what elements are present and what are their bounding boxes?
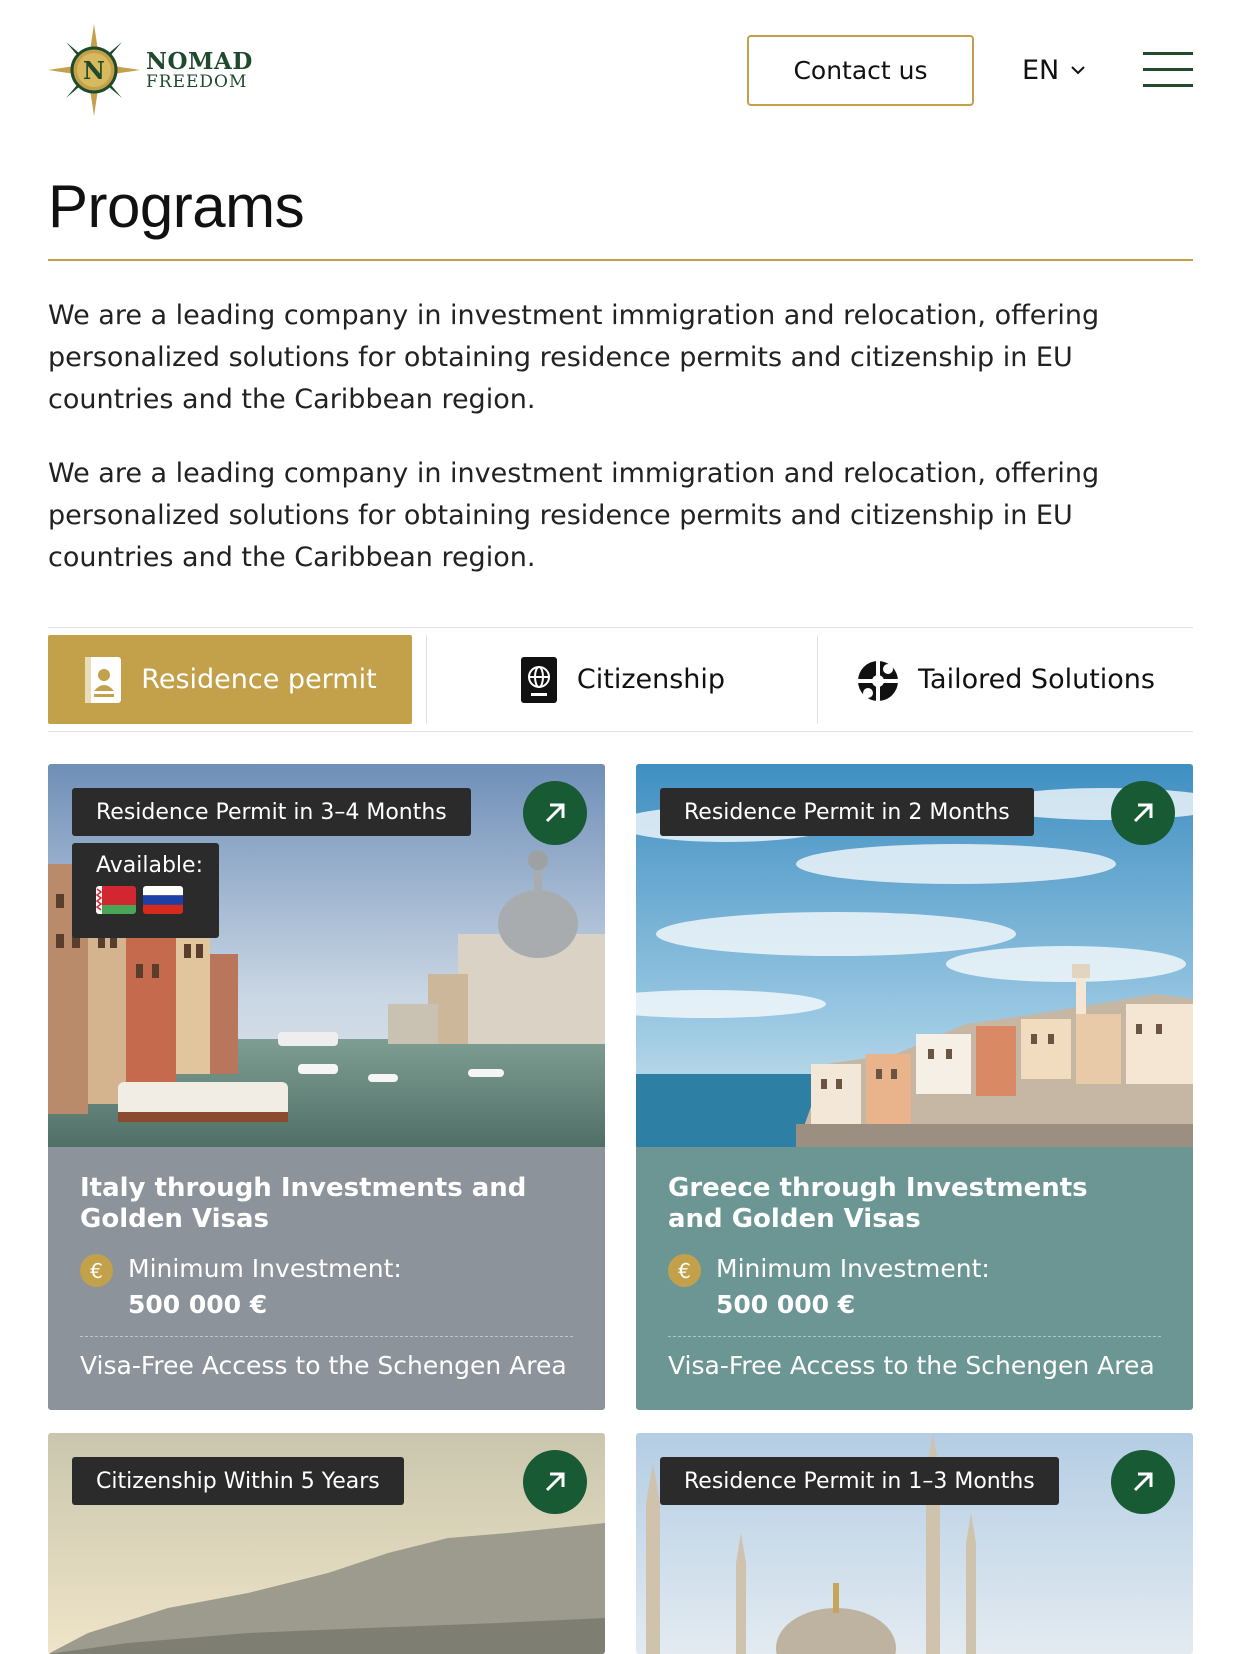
site-header xyxy=(0,0,1240,145)
investment-value: 500 000 € xyxy=(128,1290,268,1319)
card-panel xyxy=(48,1147,605,1410)
open-program-button[interactable] xyxy=(523,781,587,845)
tab-tailored-solutions[interactable] xyxy=(818,635,1193,724)
tab-label: Tailored Solutions xyxy=(918,664,1155,695)
program-tabs xyxy=(48,627,1193,732)
language-selector[interactable] xyxy=(1022,50,1085,90)
logo-text xyxy=(146,47,253,92)
program-card-greece[interactable] xyxy=(636,764,1193,1410)
card-divider xyxy=(668,1336,1161,1337)
card-title: Greece through Investments and Golden Visas xyxy=(668,1173,1088,1234)
tab-label: Residence permit xyxy=(141,664,377,695)
availability-box xyxy=(72,843,219,938)
euro-icon: € xyxy=(668,1254,701,1287)
investment-label: Minimum Investment: xyxy=(716,1254,990,1283)
arrow-up-right-icon xyxy=(542,800,568,826)
hamburger-menu-icon[interactable] xyxy=(1143,50,1193,90)
program-card-italy[interactable] xyxy=(48,764,605,1410)
arrow-up-right-icon xyxy=(1130,1469,1156,1495)
page-title: Programs xyxy=(48,173,305,240)
tab-residence-permit[interactable] xyxy=(48,635,412,724)
logo-line-2: FREEDOM xyxy=(146,71,248,92)
card-badge: Citizenship Within 5 Years xyxy=(72,1457,404,1505)
card-divider xyxy=(80,1336,573,1337)
program-card-citizenship[interactable] xyxy=(48,1433,605,1654)
intro-paragraph-1: We are a leading company in investment immigration and relocation, offering personalized solutions for obtaining residence permits and citizenship in EU countries and the Caribbean region. xyxy=(48,300,1100,415)
investment-label: Minimum Investment: xyxy=(128,1254,402,1283)
card-badge: Residence Permit in 2 Months xyxy=(660,788,1034,836)
minimum-investment xyxy=(668,1252,990,1324)
logo[interactable] xyxy=(48,24,253,116)
open-program-button[interactable] xyxy=(1111,1450,1175,1514)
russia-flag-icon xyxy=(143,886,183,914)
belarus-flag-icon xyxy=(96,886,136,914)
card-benefit: Visa-Free Access to the Schengen Area xyxy=(668,1351,1155,1380)
id-card-icon xyxy=(83,655,123,705)
chevron-down-icon xyxy=(1071,63,1085,77)
logo-mark-letter: N xyxy=(83,56,105,85)
investment-value: 500 000 € xyxy=(716,1290,856,1319)
program-card-turkey[interactable] xyxy=(636,1433,1193,1654)
contact-us-button[interactable]: Contact us xyxy=(747,35,974,106)
compass-logo-icon xyxy=(48,24,140,116)
open-program-button[interactable] xyxy=(523,1450,587,1514)
euro-icon: € xyxy=(80,1254,113,1287)
available-label: Available: xyxy=(96,853,203,878)
card-panel xyxy=(636,1147,1193,1410)
arrow-up-right-icon xyxy=(542,1469,568,1495)
card-badge: Residence Permit in 1–3 Months xyxy=(660,1457,1059,1505)
tab-citizenship[interactable] xyxy=(427,635,817,724)
arrow-up-right-icon xyxy=(1130,800,1156,826)
puzzle-globe-icon xyxy=(856,655,900,705)
logo-line-1: NOMAD xyxy=(146,47,253,75)
tab-label: Citizenship xyxy=(576,664,726,695)
open-program-button[interactable] xyxy=(1111,781,1175,845)
card-title: Italy through Investments and Golden Visas xyxy=(80,1173,527,1234)
title-divider xyxy=(48,259,1193,261)
minimum-investment xyxy=(80,1252,402,1324)
language-value: EN xyxy=(1022,54,1060,86)
card-benefit: Visa-Free Access to the Schengen Area xyxy=(80,1351,567,1380)
card-badge: Residence Permit in 3–4 Months xyxy=(72,788,471,836)
intro-paragraph-2: We are a leading company in investment immigration and relocation, offering personalized solutions for obtaining residence permits and citizenship in EU countries and the Caribbean region. xyxy=(48,458,1100,573)
passport-icon xyxy=(519,655,559,705)
